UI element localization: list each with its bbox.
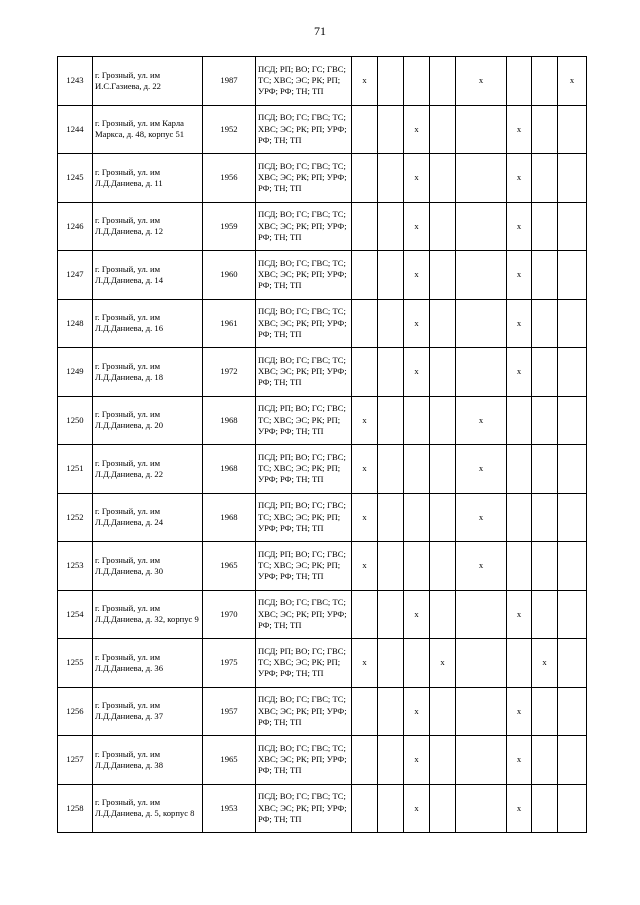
mark-cell: х xyxy=(352,493,378,542)
mark-cell xyxy=(558,542,587,591)
year-cell: 1975 xyxy=(203,639,256,688)
table-row xyxy=(58,154,587,203)
address-cell: г. Грозный, ул. им Л.Д.Даниева, д. 32, корпус 9 xyxy=(93,590,203,639)
table-row xyxy=(58,396,587,445)
mark-cell: х xyxy=(404,784,430,833)
year-cell: 1957 xyxy=(203,687,256,736)
year-cell: 1959 xyxy=(203,202,256,251)
mark-cell xyxy=(352,736,378,785)
mark-cell xyxy=(378,542,404,591)
mark-cell xyxy=(558,396,587,445)
works-list-cell: ПСД; ВО; ГС; ГВС; ТС; ХВС; ЭС; РК; РП; УРФ; РФ; ТН; ТП xyxy=(256,154,352,203)
mark-cell: х xyxy=(404,154,430,203)
mark-cell: х xyxy=(456,396,507,445)
mark-cell: х xyxy=(352,57,378,106)
mark-cell xyxy=(507,639,532,688)
works-list-cell: ПСД; ВО; ГС; ГВС; ТС; ХВС; ЭС; РК; РП; УРФ; РФ; ТН; ТП xyxy=(256,348,352,397)
mark-cell: х xyxy=(507,251,532,300)
mark-cell xyxy=(378,493,404,542)
mark-cell xyxy=(456,639,507,688)
address-cell: г. Грозный, ул. им Карла Маркса, д. 48, корпус 51 xyxy=(93,105,203,154)
row-number-cell: 1257 xyxy=(58,736,93,785)
table-row xyxy=(58,687,587,736)
table-row xyxy=(58,542,587,591)
mark-cell xyxy=(456,687,507,736)
mark-cell: х xyxy=(507,105,532,154)
mark-cell: х xyxy=(404,202,430,251)
mark-cell xyxy=(532,154,558,203)
mark-cell xyxy=(378,687,404,736)
row-number-cell: 1256 xyxy=(58,687,93,736)
mark-cell: х xyxy=(352,542,378,591)
mark-cell xyxy=(507,445,532,494)
mark-cell xyxy=(558,687,587,736)
mark-cell xyxy=(532,493,558,542)
mark-cell xyxy=(456,105,507,154)
mark-cell xyxy=(430,590,456,639)
mark-cell: х xyxy=(456,493,507,542)
year-cell: 1965 xyxy=(203,542,256,591)
row-number-cell: 1258 xyxy=(58,784,93,833)
mark-cell xyxy=(532,105,558,154)
address-cell: г. Грозный, ул. им Л.Д.Даниева, д. 12 xyxy=(93,202,203,251)
table-row xyxy=(58,105,587,154)
row-number-cell: 1244 xyxy=(58,105,93,154)
mark-cell xyxy=(352,687,378,736)
mark-cell xyxy=(430,299,456,348)
address-cell: г. Грозный, ул. им Л.Д.Даниева, д. 18 xyxy=(93,348,203,397)
address-cell: г. Грозный, ул. им Л.Д.Даниева, д. 16 xyxy=(93,299,203,348)
address-cell: г. Грозный, ул. им Л.Д.Даниева, д. 37 xyxy=(93,687,203,736)
row-number-cell: 1253 xyxy=(58,542,93,591)
table-row xyxy=(58,57,587,106)
mark-cell xyxy=(352,299,378,348)
works-list-cell: ПСД; ВО; ГС; ГВС; ТС; ХВС; ЭС; РК; РП; УРФ; РФ; ТН; ТП xyxy=(256,784,352,833)
year-cell: 1987 xyxy=(203,57,256,106)
mark-cell xyxy=(378,105,404,154)
mark-cell xyxy=(378,639,404,688)
mark-cell xyxy=(404,493,430,542)
row-number-cell: 1249 xyxy=(58,348,93,397)
mark-cell xyxy=(430,784,456,833)
mark-cell xyxy=(456,590,507,639)
row-number-cell: 1255 xyxy=(58,639,93,688)
works-list-cell: ПСД; РП; ВО; ГС; ГВС; ТС; ХВС; ЭС; РК; РП; УРФ; РФ; ТН; ТП xyxy=(256,445,352,494)
mark-cell xyxy=(532,445,558,494)
year-cell: 1965 xyxy=(203,736,256,785)
address-cell: г. Грозный, ул. им Л.Д.Даниева, д. 36 xyxy=(93,639,203,688)
mark-cell: х xyxy=(404,299,430,348)
row-number-cell: 1245 xyxy=(58,154,93,203)
mark-cell xyxy=(430,396,456,445)
mark-cell xyxy=(532,202,558,251)
mark-cell: х xyxy=(456,542,507,591)
mark-cell xyxy=(430,202,456,251)
address-cell: г. Грозный, ул. им Л.Д.Даниева, д. 5, корпус 8 xyxy=(93,784,203,833)
works-list-cell: ПСД; ВО; ГС; ГВС; ТС; ХВС; ЭС; РК; РП; УРФ; РФ; ТН; ТП xyxy=(256,590,352,639)
mark-cell xyxy=(352,348,378,397)
mark-cell xyxy=(456,251,507,300)
works-list-cell: ПСД; РП; ВО; ГС; ГВС; ТС; ХВС; ЭС; РК; РП; УРФ; РФ; ТН; ТП xyxy=(256,493,352,542)
mark-cell: х xyxy=(507,348,532,397)
mark-cell xyxy=(507,396,532,445)
mark-cell xyxy=(378,590,404,639)
mark-cell xyxy=(532,784,558,833)
mark-cell xyxy=(532,299,558,348)
mark-cell xyxy=(352,202,378,251)
address-cell: г. Грозный, ул. им Л.Д.Даниева, д. 20 xyxy=(93,396,203,445)
table-row xyxy=(58,639,587,688)
year-cell: 1953 xyxy=(203,784,256,833)
table-row xyxy=(58,202,587,251)
mark-cell xyxy=(378,154,404,203)
mark-cell: х xyxy=(456,57,507,106)
mark-cell: х xyxy=(507,687,532,736)
mark-cell xyxy=(378,202,404,251)
mark-cell xyxy=(456,348,507,397)
mark-cell: х xyxy=(352,639,378,688)
address-cell: г. Грозный, ул. им Л.Д.Даниева, д. 14 xyxy=(93,251,203,300)
mark-cell: х xyxy=(558,57,587,106)
mark-cell xyxy=(378,299,404,348)
year-cell: 1970 xyxy=(203,590,256,639)
mark-cell xyxy=(558,639,587,688)
row-number-cell: 1246 xyxy=(58,202,93,251)
mark-cell xyxy=(430,251,456,300)
mark-cell xyxy=(352,105,378,154)
mark-cell xyxy=(404,57,430,106)
mark-cell: х xyxy=(507,784,532,833)
mark-cell xyxy=(532,736,558,785)
mark-cell xyxy=(558,784,587,833)
mark-cell xyxy=(558,590,587,639)
table-row xyxy=(58,445,587,494)
mark-cell xyxy=(404,396,430,445)
mark-cell: х xyxy=(507,154,532,203)
address-cell: г. Грозный, ул. им Л.Д.Даниева, д. 11 xyxy=(93,154,203,203)
mark-cell xyxy=(507,542,532,591)
year-cell: 1972 xyxy=(203,348,256,397)
mark-cell xyxy=(378,445,404,494)
mark-cell xyxy=(378,396,404,445)
mark-cell xyxy=(558,154,587,203)
mark-cell xyxy=(430,445,456,494)
works-list-cell: ПСД; ВО; ГС; ГВС; ТС; ХВС; ЭС; РК; РП; УРФ; РФ; ТН; ТП xyxy=(256,299,352,348)
mark-cell xyxy=(558,736,587,785)
mark-cell xyxy=(558,299,587,348)
mark-cell xyxy=(558,202,587,251)
mark-cell xyxy=(378,57,404,106)
mark-cell xyxy=(352,590,378,639)
row-number-cell: 1251 xyxy=(58,445,93,494)
mark-cell: х xyxy=(430,639,456,688)
year-cell: 1952 xyxy=(203,105,256,154)
mark-cell xyxy=(430,736,456,785)
mark-cell xyxy=(532,542,558,591)
mark-cell xyxy=(430,493,456,542)
mark-cell xyxy=(378,348,404,397)
mark-cell xyxy=(430,542,456,591)
table-row xyxy=(58,784,587,833)
mark-cell xyxy=(532,348,558,397)
works-list-cell: ПСД; ВО; ГС; ГВС; ТС; ХВС; ЭС; РК; РП; УРФ; РФ; ТН; ТП xyxy=(256,202,352,251)
mark-cell xyxy=(404,639,430,688)
address-cell: г. Грозный, ул. им Л.Д.Даниева, д. 30 xyxy=(93,542,203,591)
mark-cell xyxy=(558,251,587,300)
mark-cell xyxy=(558,348,587,397)
mark-cell: х xyxy=(404,105,430,154)
mark-cell xyxy=(430,57,456,106)
mark-cell: х xyxy=(507,590,532,639)
mark-cell xyxy=(352,154,378,203)
table-row xyxy=(58,251,587,300)
works-list-cell: ПСД; ВО; ГС; ГВС; ТС; ХВС; ЭС; РК; РП; УРФ; РФ; ТН; ТП xyxy=(256,687,352,736)
mark-cell: х xyxy=(352,445,378,494)
works-list-cell: ПСД; РП; ВО; ГС; ГВС; ТС; ХВС; ЭС; РК; РП; УРФ; РФ; ТН; ТП xyxy=(256,396,352,445)
mark-cell xyxy=(456,736,507,785)
year-cell: 1960 xyxy=(203,251,256,300)
mark-cell xyxy=(430,687,456,736)
mark-cell xyxy=(532,590,558,639)
mark-cell xyxy=(532,396,558,445)
mark-cell xyxy=(352,251,378,300)
mark-cell: х xyxy=(404,736,430,785)
works-list-cell: ПСД; РП; ВО; ГС; ГВС; ТС; ХВС; ЭС; РК; РП; УРФ; РФ; ТН; ТП xyxy=(256,639,352,688)
mark-cell xyxy=(456,154,507,203)
mark-cell xyxy=(558,445,587,494)
address-cell: г. Грозный, ул. им Л.Д.Даниева, д. 22 xyxy=(93,445,203,494)
row-number-cell: 1243 xyxy=(58,57,93,106)
table-row xyxy=(58,590,587,639)
page-number: 71 xyxy=(314,24,326,38)
table-row xyxy=(58,299,587,348)
mark-cell xyxy=(378,736,404,785)
year-cell: 1968 xyxy=(203,445,256,494)
mark-cell xyxy=(507,57,532,106)
mark-cell: х xyxy=(404,348,430,397)
row-number-cell: 1252 xyxy=(58,493,93,542)
row-number-cell: 1247 xyxy=(58,251,93,300)
year-cell: 1968 xyxy=(203,396,256,445)
row-number-cell: 1254 xyxy=(58,590,93,639)
mark-cell xyxy=(532,251,558,300)
mark-cell: х xyxy=(507,299,532,348)
address-cell: г. Грозный, ул. им Л.Д.Даниева, д. 24 xyxy=(93,493,203,542)
table-row xyxy=(58,493,587,542)
mark-cell xyxy=(532,57,558,106)
mark-cell xyxy=(430,154,456,203)
mark-cell xyxy=(404,445,430,494)
row-number-cell: 1250 xyxy=(58,396,93,445)
mark-cell: х xyxy=(352,396,378,445)
mark-cell: х xyxy=(507,202,532,251)
mark-cell xyxy=(430,348,456,397)
mark-cell xyxy=(507,493,532,542)
works-list-cell: ПСД; ВО; ГС; ГВС; ТС; ХВС; ЭС; РК; РП; УРФ; РФ; ТН; ТП xyxy=(256,736,352,785)
mark-cell xyxy=(456,784,507,833)
housing-registry-table xyxy=(57,56,587,833)
table-body xyxy=(58,57,587,833)
row-number-cell: 1248 xyxy=(58,299,93,348)
mark-cell xyxy=(558,493,587,542)
mark-cell: х xyxy=(404,251,430,300)
mark-cell xyxy=(378,784,404,833)
mark-cell xyxy=(404,542,430,591)
year-cell: 1961 xyxy=(203,299,256,348)
year-cell: 1956 xyxy=(203,154,256,203)
mark-cell: х xyxy=(456,445,507,494)
mark-cell xyxy=(456,202,507,251)
table-row xyxy=(58,736,587,785)
table-row xyxy=(58,348,587,397)
mark-cell: х xyxy=(404,590,430,639)
mark-cell xyxy=(430,105,456,154)
mark-cell xyxy=(378,251,404,300)
mark-cell: х xyxy=(404,687,430,736)
works-list-cell: ПСД; ВО; ГС; ГВС; ТС; ХВС; ЭС; РК; РП; УРФ; РФ; ТН; ТП xyxy=(256,251,352,300)
mark-cell: х xyxy=(532,639,558,688)
address-cell: г. Грозный, ул. им Л.Д.Даниева, д. 38 xyxy=(93,736,203,785)
works-list-cell: ПСД; ВО; ГС; ГВС; ТС; ХВС; ЭС; РК; РП; УРФ; РФ; ТН; ТП xyxy=(256,105,352,154)
mark-cell xyxy=(558,105,587,154)
mark-cell xyxy=(532,687,558,736)
works-list-cell: ПСД; РП; ВО; ГС; ГВС; ТС; ХВС; ЭС; РК; РП; УРФ; РФ; ТН; ТП xyxy=(256,57,352,106)
address-cell: г. Грозный, ул. им И.С.Газиева, д. 22 xyxy=(93,57,203,106)
works-list-cell: ПСД; РП; ВО; ГС; ГВС; ТС; ХВС; ЭС; РК; РП; УРФ; РФ; ТН; ТП xyxy=(256,542,352,591)
mark-cell xyxy=(352,784,378,833)
year-cell: 1968 xyxy=(203,493,256,542)
mark-cell xyxy=(456,299,507,348)
mark-cell: х xyxy=(507,736,532,785)
